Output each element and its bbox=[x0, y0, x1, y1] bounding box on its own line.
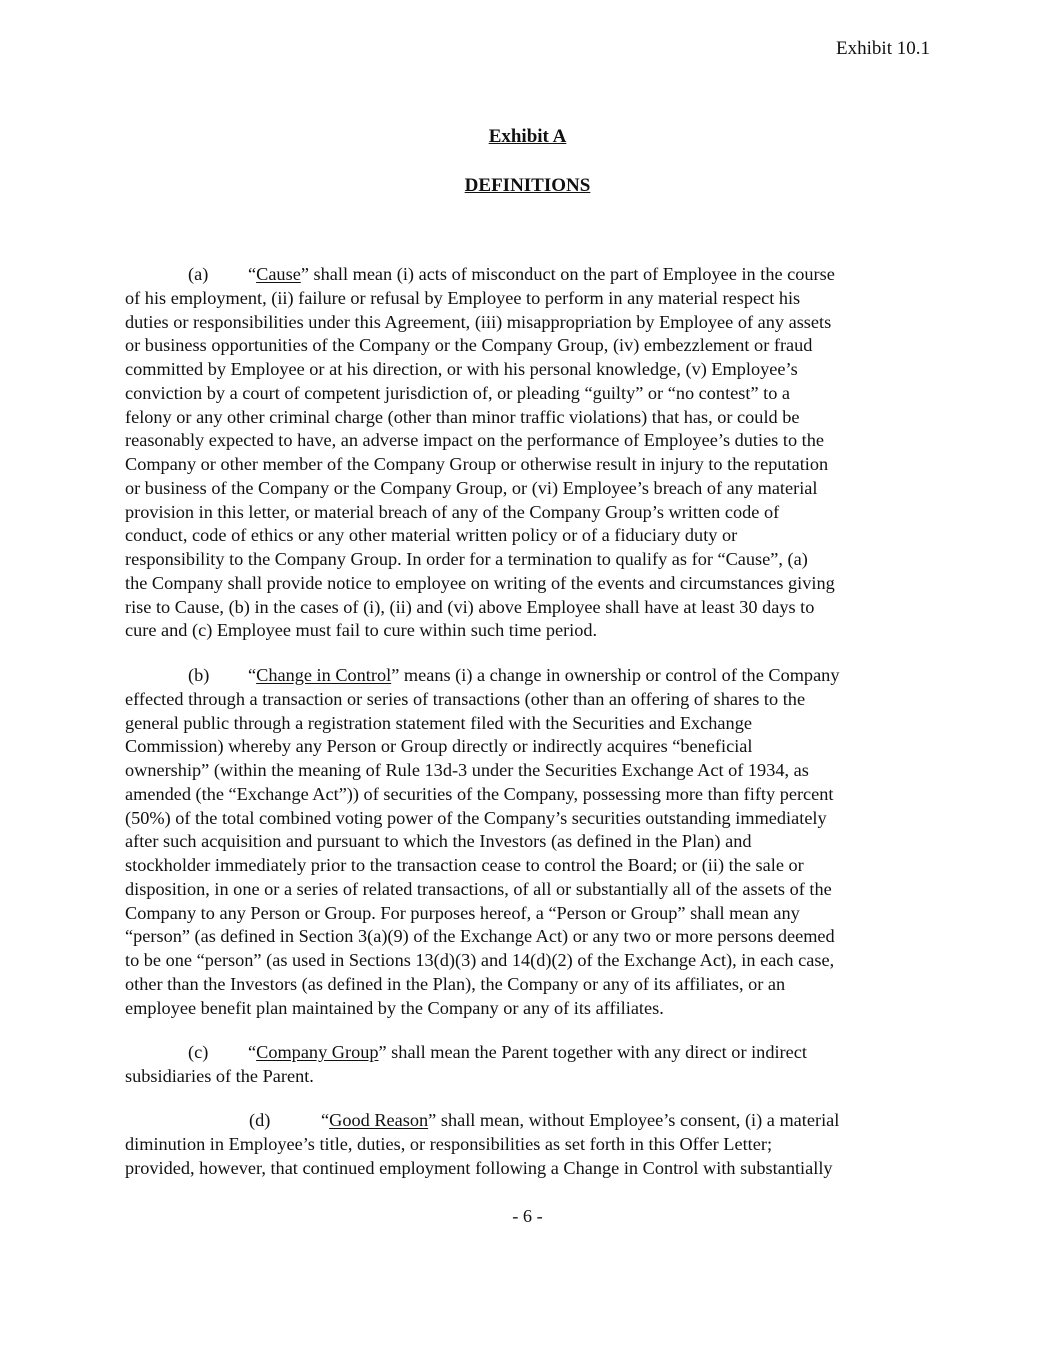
section-title: DEFINITIONS bbox=[464, 175, 591, 196]
defined-term: Change in Control bbox=[256, 665, 392, 685]
paragraph-line: or business opportunities of the Company or the Company Group, (iv) embezzlement or fraud bbox=[125, 335, 813, 356]
page-number: - 6 - bbox=[512, 1206, 543, 1226]
paragraph-line: diminution in Employee’s title, duties, or responsibilities as set forth in this Offer Letter; bbox=[125, 1133, 773, 1154]
exhibit-number: Exhibit 10.1 bbox=[836, 38, 930, 59]
paragraph-line: ownership” (within the meaning of Rule 13d-3 under the Securities Exchange Act of 1934, as bbox=[125, 760, 809, 780]
paragraph-line: provision in this letter, or material breach of any of the Company Group’s written code of bbox=[125, 501, 780, 522]
line-text: ” shall mean the Parent together with any direct or indirect bbox=[378, 1042, 807, 1062]
paragraph-line: conduct, code of ethics or any other material written policy or of a fiduciary duty or bbox=[125, 525, 738, 546]
paragraph-label: (d) bbox=[249, 1110, 271, 1130]
paragraph-line: rise to Cause, (b) in the cases of (i), (ii) and (vi) above Employee shall have at least 30 days to bbox=[125, 596, 815, 617]
paragraph-line: provided, however, that continued employment following a Change in Control with substantially bbox=[125, 1157, 833, 1178]
paragraph-line: effected through a transaction or series of transactions (other than an offering of shares to the bbox=[125, 688, 806, 709]
line-text: ” shall mean, without Employee’s consent, (i) a material bbox=[428, 1110, 840, 1130]
paragraph-line: stockholder immediately prior to the transaction cease to control the Board; or (ii) the sale or bbox=[125, 855, 804, 875]
paragraph-line: to be one “person” (as used in Sections 13(d)(3) and 14(d)(2) of the Exchange Act), in each case, bbox=[125, 950, 835, 970]
definition-company-group bbox=[125, 1041, 935, 1089]
paragraph-line: cure and (c) Employee must fail to cure within such time period. bbox=[125, 620, 598, 641]
paragraph-line: duties or responsibilities under this Agreement, (iii) misappropriation by Employee of any assets bbox=[125, 311, 832, 332]
defined-term: Company Group bbox=[256, 1042, 379, 1062]
paragraph-line: general public through a registration statement filed with the Securities and Exchange bbox=[125, 712, 752, 733]
paragraph-label: (c) bbox=[188, 1042, 209, 1062]
open-quote: “ bbox=[248, 665, 257, 685]
paragraph-label: (a) bbox=[188, 264, 209, 284]
paragraph-line bbox=[125, 263, 935, 287]
definition-good-reason bbox=[125, 1109, 935, 1180]
line-text: ” means (i) a change in ownership or control of the Company bbox=[391, 665, 840, 685]
paragraph-line: Company to any Person or Group. For purposes hereof, a “Person or Group” shall mean any bbox=[125, 902, 800, 923]
line-text: ” shall mean (i) acts of misconduct on the part of Employee in the course bbox=[300, 264, 835, 284]
paragraph-line bbox=[125, 1109, 935, 1133]
definition-change-in-control bbox=[125, 664, 935, 1020]
paragraph-line: other than the Investors (as defined in the Plan), the Company or any of its affiliates, or an bbox=[125, 973, 786, 994]
defined-term: Good Reason bbox=[329, 1110, 429, 1130]
definition-cause bbox=[125, 263, 935, 643]
paragraph-line: committed by Employee or at his direction, or with his personal knowledge, (v) Employee’s bbox=[125, 359, 798, 379]
exhibit-title: Exhibit A bbox=[488, 126, 567, 147]
paragraph-line: subsidiaries of the Parent. bbox=[125, 1065, 314, 1086]
paragraph-line bbox=[125, 664, 935, 688]
open-quote: “ bbox=[321, 1110, 330, 1130]
paragraph-line: responsibility to the Company Group. In order for a termination to qualify as for “Cause”, (a) bbox=[125, 549, 808, 569]
paragraph-line: of his employment, (ii) failure or refusal by Employee to perform in any material respect his bbox=[125, 287, 801, 308]
open-quote: “ bbox=[248, 1042, 257, 1062]
open-quote: “ bbox=[248, 264, 257, 284]
paragraph-line: employee benefit plan maintained by the Company or any of its affiliates. bbox=[125, 997, 664, 1018]
paragraph-line: Company or other member of the Company Group or otherwise result in injury to the reputation bbox=[125, 454, 829, 474]
paragraph-line: disposition, in one or a series of related transactions, of all or substantially all of the assets of the bbox=[125, 878, 832, 899]
paragraph-line: felony or any other criminal charge (other than minor traffic violations) that has, or could be bbox=[125, 406, 800, 427]
paragraph-line: “person” (as defined in Section 3(a)(9) of the Exchange Act) or any two or more persons deemed bbox=[125, 926, 835, 947]
paragraph-line: Commission) whereby any Person or Group directly or indirectly acquires “beneficial bbox=[125, 736, 753, 757]
paragraph-line: the Company shall provide notice to employee on writing of the events and circumstances giving bbox=[125, 572, 835, 593]
paragraph-label: (b) bbox=[188, 665, 210, 685]
defined-term: Cause bbox=[256, 264, 301, 284]
paragraph-line: after such acquisition and pursuant to which the Investors (as defined in the Plan) and bbox=[125, 831, 752, 852]
paragraph-line: conviction by a court of competent jurisdiction of, or pleading “guilty” or “no contest” to a bbox=[125, 382, 791, 403]
paragraph-line: or business of the Company or the Company Group, or (vi) Employee’s breach of any material bbox=[125, 477, 818, 498]
paragraph-line: (50%) of the total combined voting power of the Company’s securities outstanding immediately bbox=[125, 807, 827, 828]
paragraph-line: reasonably expected to have, an adverse impact on the performance of Employee’s duties to the bbox=[125, 430, 824, 451]
paragraph-line bbox=[125, 1041, 935, 1065]
paragraph-line: amended (the “Exchange Act”)) of securities of the Company, possessing more than fifty percent bbox=[125, 783, 834, 804]
